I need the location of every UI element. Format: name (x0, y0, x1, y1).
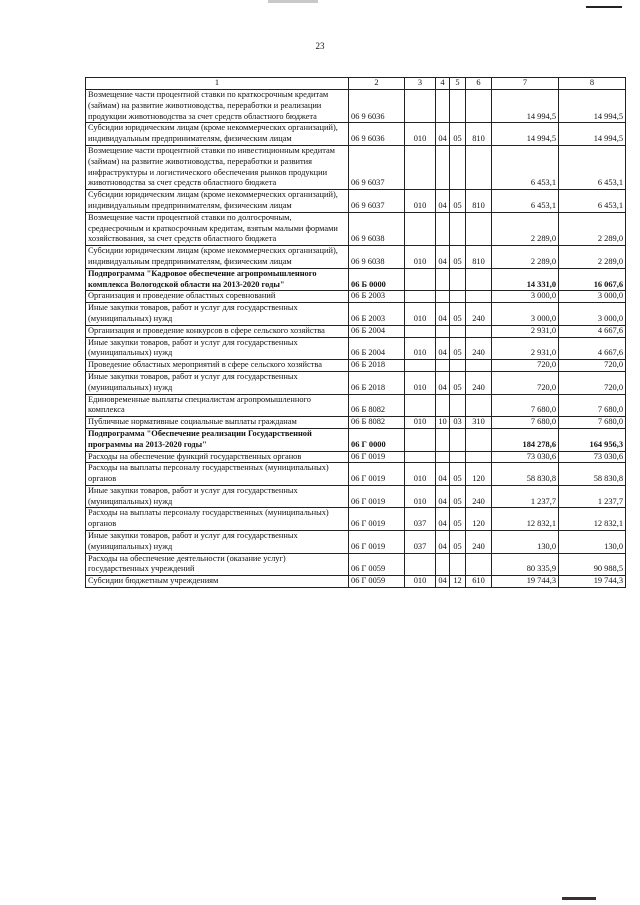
row-code: 06 Г 0019 (349, 451, 405, 463)
row-col5 (450, 212, 466, 245)
row-value-8: 4 667,6 (559, 325, 626, 337)
row-col3 (405, 268, 436, 291)
row-col5: 05 (450, 190, 466, 213)
row-value-8: 3 000,0 (559, 303, 626, 326)
row-value-8: 73 030,6 (559, 451, 626, 463)
row-value-7: 6 453,1 (492, 190, 559, 213)
row-name: Расходы на обеспечение функций государственных органов (86, 451, 349, 463)
row-value-7: 3 000,0 (492, 291, 559, 303)
table-row (86, 508, 626, 531)
row-col5: 05 (450, 303, 466, 326)
table-row (86, 485, 626, 508)
row-code: 06 Г 0019 (349, 463, 405, 486)
table-row (86, 303, 626, 326)
row-name: Иные закупки товаров, работ и услуг для государственных (муниципальных) нужд (86, 303, 349, 326)
row-name: Расходы на выплаты персоналу государственных (муниципальных) органов (86, 463, 349, 486)
header-cell: 3 (405, 78, 436, 90)
row-col6 (466, 212, 492, 245)
table-row (86, 394, 626, 417)
row-name: Возмещение части процентной ставки по инвестиционным кредитам (займам) на развитие животноводства, переработки и развития инфраструктуры и логистического обеспечения рынков продукции животноводства за счет средств областного бюджета (86, 145, 349, 189)
row-col4: 04 (436, 463, 450, 486)
row-value-7: 2 931,0 (492, 325, 559, 337)
row-col6: 240 (466, 371, 492, 394)
page-number: 23 (315, 41, 325, 51)
row-code: 06 9 6037 (349, 145, 405, 189)
row-col3: 010 (405, 576, 436, 588)
scan-mark-top (268, 0, 318, 3)
row-value-8: 16 067,6 (559, 268, 626, 291)
row-col4: 04 (436, 508, 450, 531)
row-col6: 240 (466, 303, 492, 326)
table-row (86, 576, 626, 588)
row-col6: 240 (466, 531, 492, 554)
row-name: Возмещение части процентной ставки по краткосрочным кредитам (займам) на развитие животноводства, переработки и реализации продукции животноводства за счет средств областного бюджета (86, 90, 349, 123)
row-col4: 04 (436, 190, 450, 213)
row-name: Проведение областных мероприятий в сфере сельского хозяйства (86, 360, 349, 372)
row-value-8: 130,0 (559, 531, 626, 554)
row-code: 06 Б 2004 (349, 325, 405, 337)
header-cell: 6 (466, 78, 492, 90)
table-row (86, 90, 626, 123)
row-col4: 04 (436, 123, 450, 146)
row-col6 (466, 268, 492, 291)
row-col5 (450, 268, 466, 291)
table-row (86, 531, 626, 554)
row-value-8: 58 830,8 (559, 463, 626, 486)
row-value-7: 58 830,8 (492, 463, 559, 486)
row-col3 (405, 360, 436, 372)
row-col5: 05 (450, 123, 466, 146)
row-col3 (405, 291, 436, 303)
row-col5: 05 (450, 371, 466, 394)
row-col5: 05 (450, 531, 466, 554)
row-value-8: 1 237,7 (559, 485, 626, 508)
row-col3: 037 (405, 508, 436, 531)
table-row (86, 325, 626, 337)
row-col6: 810 (466, 123, 492, 146)
table-row (86, 428, 626, 451)
row-col4 (436, 291, 450, 303)
scan-mark-bottom (562, 897, 596, 900)
table-row (86, 145, 626, 189)
table-row (86, 451, 626, 463)
row-col4 (436, 268, 450, 291)
row-name: Публичные нормативные социальные выплаты гражданам (86, 417, 349, 429)
row-col3: 037 (405, 531, 436, 554)
row-code: 06 Г 0059 (349, 553, 405, 576)
row-col5 (450, 90, 466, 123)
row-col4 (436, 360, 450, 372)
row-value-8: 12 832,1 (559, 508, 626, 531)
row-name: Субсидии юридическим лицам (кроме некоммерческих организаций), индивидуальным предпринимателям, физическим лицам (86, 190, 349, 213)
row-code: 06 9 6038 (349, 246, 405, 269)
row-col4 (436, 325, 450, 337)
row-value-7: 12 832,1 (492, 508, 559, 531)
row-value-7: 3 000,0 (492, 303, 559, 326)
row-name: Единовременные выплаты специалистам агропромышленного комплекса (86, 394, 349, 417)
table-row (86, 417, 626, 429)
row-col3 (405, 325, 436, 337)
row-value-8: 164 956,3 (559, 428, 626, 451)
row-value-8: 6 453,1 (559, 145, 626, 189)
row-code: 06 Б 2003 (349, 303, 405, 326)
row-name: Возмещение части процентной ставки по долгосрочным, среднесрочным и краткосрочным кредитам, взятым малыми формами хозяйствования, за счет средств областного бюджета (86, 212, 349, 245)
row-code: 06 Б 2004 (349, 337, 405, 360)
row-col4 (436, 212, 450, 245)
row-value-8: 7 680,0 (559, 417, 626, 429)
row-col4: 04 (436, 246, 450, 269)
header-row (86, 78, 626, 90)
row-value-8: 14 994,5 (559, 123, 626, 146)
row-value-8: 14 994,5 (559, 90, 626, 123)
budget-table (85, 77, 626, 588)
row-value-8: 90 988,5 (559, 553, 626, 576)
row-col6 (466, 325, 492, 337)
row-col4: 04 (436, 303, 450, 326)
row-col3: 010 (405, 337, 436, 360)
row-col5: 03 (450, 417, 466, 429)
row-col4 (436, 451, 450, 463)
table-row (86, 123, 626, 146)
table-row (86, 190, 626, 213)
row-col6 (466, 145, 492, 189)
row-name: Подпрограмма "Кадровое обеспечение агропромышленного комплекса Вологодской области на 2013-2020 годы" (86, 268, 349, 291)
row-col4 (436, 553, 450, 576)
row-code: 06 9 6036 (349, 123, 405, 146)
row-col5: 05 (450, 463, 466, 486)
header-cell: 5 (450, 78, 466, 90)
header-cell: 8 (559, 78, 626, 90)
table-row (86, 360, 626, 372)
row-col6 (466, 428, 492, 451)
row-value-7: 184 278,6 (492, 428, 559, 451)
row-col4: 04 (436, 337, 450, 360)
row-name: Субсидии юридическим лицам (кроме некоммерческих организаций), индивидуальным предпринимателям, физическим лицам (86, 123, 349, 146)
table-row (86, 268, 626, 291)
row-col6 (466, 360, 492, 372)
row-col6: 120 (466, 508, 492, 531)
row-name: Иные закупки товаров, работ и услуг для государственных (муниципальных) нужд (86, 485, 349, 508)
row-col5 (450, 451, 466, 463)
row-value-7: 2 289,0 (492, 212, 559, 245)
row-col4: 04 (436, 531, 450, 554)
row-value-7: 6 453,1 (492, 145, 559, 189)
row-value-7: 14 994,5 (492, 90, 559, 123)
row-col3 (405, 90, 436, 123)
row-col3 (405, 451, 436, 463)
row-value-8: 19 744,3 (559, 576, 626, 588)
scan-mark-right (586, 6, 622, 8)
row-col3: 010 (405, 417, 436, 429)
row-col5 (450, 394, 466, 417)
row-value-7: 73 030,6 (492, 451, 559, 463)
row-col3 (405, 212, 436, 245)
row-name: Иные закупки товаров, работ и услуг для государственных (муниципальных) нужд (86, 531, 349, 554)
row-code: 06 Б 2003 (349, 291, 405, 303)
row-col6: 810 (466, 190, 492, 213)
row-value-7: 720,0 (492, 371, 559, 394)
row-col4 (436, 428, 450, 451)
row-name: Организация и проведение областных соревнований (86, 291, 349, 303)
row-code: 06 Г 0019 (349, 485, 405, 508)
row-col3 (405, 553, 436, 576)
row-col4 (436, 394, 450, 417)
row-value-7: 7 680,0 (492, 417, 559, 429)
row-col5 (450, 291, 466, 303)
row-col5: 05 (450, 337, 466, 360)
table-row (86, 246, 626, 269)
row-col5: 05 (450, 246, 466, 269)
row-col5 (450, 428, 466, 451)
header-cell: 7 (492, 78, 559, 90)
row-value-7: 1 237,7 (492, 485, 559, 508)
row-col6: 810 (466, 246, 492, 269)
row-value-7: 80 335,9 (492, 553, 559, 576)
row-value-8: 4 667,6 (559, 337, 626, 360)
row-col6 (466, 451, 492, 463)
row-col5 (450, 325, 466, 337)
row-value-7: 19 744,3 (492, 576, 559, 588)
table-row (86, 371, 626, 394)
row-col3: 010 (405, 463, 436, 486)
row-value-8: 6 453,1 (559, 190, 626, 213)
row-value-8: 7 680,0 (559, 394, 626, 417)
row-value-8: 720,0 (559, 360, 626, 372)
row-col4: 04 (436, 485, 450, 508)
header-cell: 1 (86, 78, 349, 90)
row-value-8: 3 000,0 (559, 291, 626, 303)
row-col6: 120 (466, 463, 492, 486)
row-col6 (466, 291, 492, 303)
row-value-7: 2 289,0 (492, 246, 559, 269)
row-value-7: 7 680,0 (492, 394, 559, 417)
row-code: 06 Г 0000 (349, 428, 405, 451)
header-cell: 4 (436, 78, 450, 90)
row-code: 06 9 6037 (349, 190, 405, 213)
row-value-7: 2 931,0 (492, 337, 559, 360)
row-col3: 010 (405, 371, 436, 394)
row-col5: 12 (450, 576, 466, 588)
row-col6: 240 (466, 337, 492, 360)
table-row (86, 291, 626, 303)
row-col6: 240 (466, 485, 492, 508)
row-col4: 10 (436, 417, 450, 429)
row-value-7: 14 331,0 (492, 268, 559, 291)
row-col4 (436, 145, 450, 189)
row-code: 06 9 6036 (349, 90, 405, 123)
row-value-7: 130,0 (492, 531, 559, 554)
table-row (86, 337, 626, 360)
row-col3: 010 (405, 190, 436, 213)
row-value-7: 720,0 (492, 360, 559, 372)
row-col3 (405, 145, 436, 189)
row-col3: 010 (405, 246, 436, 269)
row-code: 06 Б 8082 (349, 394, 405, 417)
row-code: 06 Б 2018 (349, 371, 405, 394)
row-col3 (405, 394, 436, 417)
row-code: 06 Б 8082 (349, 417, 405, 429)
row-col5 (450, 553, 466, 576)
row-col6 (466, 90, 492, 123)
row-col5 (450, 145, 466, 189)
row-code: 06 Б 2018 (349, 360, 405, 372)
row-name: Расходы на выплаты персоналу государственных (муниципальных) органов (86, 508, 349, 531)
row-value-8: 2 289,0 (559, 246, 626, 269)
row-code: 06 Г 0019 (349, 508, 405, 531)
header-cell: 2 (349, 78, 405, 90)
row-col6: 610 (466, 576, 492, 588)
row-code: 06 Г 0019 (349, 531, 405, 554)
row-col3 (405, 428, 436, 451)
row-col5: 05 (450, 508, 466, 531)
row-name: Иные закупки товаров, работ и услуг для государственных (муниципальных) нужд (86, 337, 349, 360)
row-name: Подпрограмма "Обеспечение реализации Государственной программы на 2013-2020 годы" (86, 428, 349, 451)
row-name: Субсидии юридическим лицам (кроме некоммерческих организаций), индивидуальным предпринимателям, физическим лицам (86, 246, 349, 269)
row-col3: 010 (405, 303, 436, 326)
table-row (86, 463, 626, 486)
row-col6 (466, 553, 492, 576)
row-value-7: 14 994,5 (492, 123, 559, 146)
row-col3: 010 (405, 485, 436, 508)
row-value-8: 720,0 (559, 371, 626, 394)
row-col6 (466, 394, 492, 417)
row-code: 06 Б 0000 (349, 268, 405, 291)
row-name: Субсидии бюджетным учреждениям (86, 576, 349, 588)
row-col4: 04 (436, 371, 450, 394)
table-row (86, 212, 626, 245)
row-col5 (450, 360, 466, 372)
table-body (86, 90, 626, 588)
row-col6: 310 (466, 417, 492, 429)
row-col4: 04 (436, 576, 450, 588)
row-col4 (436, 90, 450, 123)
row-col3: 010 (405, 123, 436, 146)
row-col5: 05 (450, 485, 466, 508)
row-name: Расходы на обеспечение деятельности (оказание услуг) государственных учреждений (86, 553, 349, 576)
row-code: 06 9 6038 (349, 212, 405, 245)
row-code: 06 Г 0059 (349, 576, 405, 588)
row-name: Организация и проведение конкурсов в сфере сельского хозяйства (86, 325, 349, 337)
row-name: Иные закупки товаров, работ и услуг для государственных (муниципальных) нужд (86, 371, 349, 394)
table-row (86, 553, 626, 576)
row-value-8: 2 289,0 (559, 212, 626, 245)
